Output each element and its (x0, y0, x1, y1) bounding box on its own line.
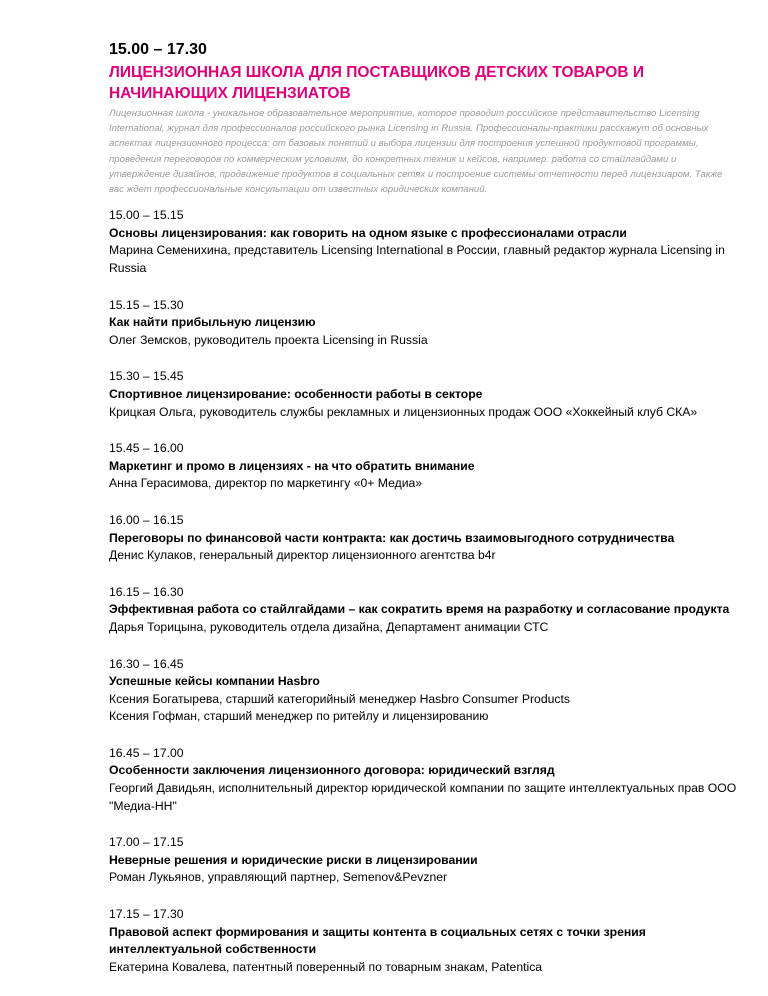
program-page (109, 40, 749, 995)
session-item (109, 584, 749, 637)
session-title: Эффективная работа со стайлгайдами – как сократить время на разработку и согласование продукта (109, 602, 730, 617)
session-time: 17.00 – 17.15 (109, 835, 184, 850)
session-title: Особенности заключения лицензионного договора: юридический взгляд (109, 763, 555, 778)
session-title: Как найти прибыльную лицензию (109, 315, 316, 330)
session-time: 17.15 – 17.30 (109, 907, 184, 922)
session-item (109, 368, 749, 421)
session-list (109, 207, 749, 976)
session-time: 15.45 – 16.00 (109, 441, 184, 456)
session-time: 15.00 – 15.15 (109, 208, 184, 223)
session-item (109, 906, 749, 976)
session-speakers (109, 404, 749, 422)
session-speaker: Дарья Торицына, руководитель отдела дизайна, Департамент анимации СТС (109, 619, 549, 634)
session-item (109, 512, 749, 565)
session-speaker: Марина Семенихина, представитель Licensing International в России, главный редактор журнала Licensing in Russia (109, 243, 725, 275)
session-speaker: Георгий Давидьян, исполнительный директор юридической компании по защите интеллектуальных прав ООО "Медиа-НН" (109, 781, 737, 813)
session-speaker: Олег Земсков, руководитель проекта Licensing in Russia (109, 332, 428, 347)
session-item (109, 834, 749, 887)
session-speakers (109, 242, 749, 277)
session-title: Переговоры по финансовой части контракта: как достичь взаимовыгодного сотрудничества (109, 530, 675, 545)
session-title: Маркетинг и промо в лицензиях - на что обратить внимание (109, 458, 475, 473)
session-speakers (109, 869, 749, 887)
session-time: 15.15 – 15.30 (109, 297, 184, 312)
session-item (109, 207, 749, 277)
session-time: 16.15 – 16.30 (109, 584, 184, 599)
session-speakers (109, 547, 749, 565)
session-speakers (109, 691, 749, 726)
session-title: Спортивное лицензирование: особенности работы в секторе (109, 386, 483, 401)
session-speaker: Анна Герасимова, директор по маркетингу «0+ Медиа» (109, 476, 423, 491)
session-time: 16.00 – 16.15 (109, 512, 184, 527)
session-speaker: Ксения Гофман, старший менеджер по ритейлу и лицензированию (109, 709, 489, 724)
session-time: 16.45 – 17.00 (109, 745, 184, 760)
session-item (109, 440, 749, 493)
session-speaker: Денис Кулаков, генеральный директор лицензионного агентства b4r (109, 548, 496, 563)
block-intro: Лицензионная школа - уникальное образовательное мероприятие, которое проводит российское представительство Licensing International, журнал для профессионалов российского рынка Licensing in Russia. Профессионалы-практики расскажут об основных аспектах лицензионного процесса: от базовых понятий и выбора лицензии для построения успешной продуктовой программы, проведения переговоров по коммерческим условиям, до конкретных техник и кейсов, например: работа со стайлгайдами и утверждение дизайнов, продвижение продуктов в социальных сетях и построение системы отчетности перед лицензиаром. Также вас ждет профессиональные консультации от известных юридических компаний. (109, 108, 723, 196)
session-title: Успешные кейсы компании Hasbro (109, 674, 320, 689)
session-item (109, 745, 749, 815)
session-title: Основы лицензирования: как говорить на одном языке с профессионалами отрасли (109, 225, 627, 240)
session-title: Правовой аспект формирования и защиты контента в социальных сетях с точки зрения интеллектуальной собственности (109, 924, 646, 957)
session-speaker: Ксения Богатырева, старший категорийный менеджер Hasbro Consumer Products (109, 691, 570, 706)
session-time: 16.30 – 16.45 (109, 656, 184, 671)
block-title: ЛИЦЕНЗИОННАЯ ШКОЛА ДЛЯ ПОСТАВЩИКОВ ДЕТСКИХ ТОВАРОВ И НАЧИНАЮЩИХ ЛИЦЕНЗИАТОВ (109, 64, 644, 102)
block-time: 15.00 – 17.30 (109, 41, 207, 58)
session-speakers (109, 619, 749, 637)
session-speaker: Крицкая Ольга, руководитель службы рекламных и лицензионных продаж ООО «Хоккейный клуб СКА» (109, 404, 698, 419)
session-speakers (109, 959, 749, 977)
session-item (109, 297, 749, 350)
session-item (109, 656, 749, 726)
session-title: Неверные решения и юридические риски в лицензировании (109, 852, 478, 867)
session-speakers (109, 475, 749, 493)
session-speaker: Роман Лукьянов, управляющий партнер, Semenov&Pevzner (109, 870, 448, 885)
session-speaker: Екатерина Ковалева, патентный поверенный по товарным знакам, Patentica (109, 959, 543, 974)
session-time: 15.30 – 15.45 (109, 369, 184, 384)
session-speakers (109, 332, 749, 350)
session-speakers (109, 780, 749, 815)
